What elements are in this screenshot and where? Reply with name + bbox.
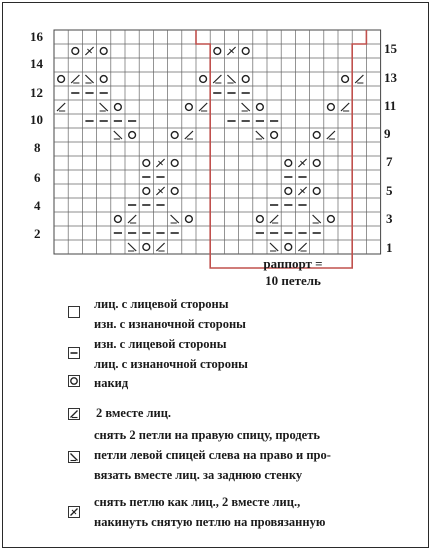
k2tog-icon — [68, 408, 80, 420]
legend-ssk-line-3: вязать вместе лиц. за заднюю стенку — [94, 468, 303, 482]
rapport-line: 10 петель — [265, 273, 321, 288]
row-number: 5 — [386, 183, 393, 198]
yarn-over-icon — [68, 375, 80, 387]
row-number: 9 — [384, 126, 391, 141]
row-number: 6 — [34, 170, 41, 185]
row-number: 7 — [386, 154, 393, 169]
chart-grid — [54, 30, 381, 254]
legend-skp-line-2: накинуть снятую петлю на провязанную — [94, 515, 326, 529]
row-number: 8 — [34, 140, 41, 155]
legend-yo: накид — [94, 376, 129, 390]
row-number: 13 — [384, 70, 397, 85]
row-numbers-right — [384, 41, 398, 255]
ssk-icon — [68, 451, 80, 463]
legend-skp-line-1: снять петлю как лиц., 2 вместе лиц., — [94, 495, 301, 509]
dash-square-icon — [68, 347, 80, 359]
row-number: 14 — [30, 56, 43, 71]
row-number: 15 — [384, 41, 397, 56]
skp-icon — [68, 506, 80, 518]
row-number: 1 — [386, 240, 393, 255]
legend-k2tog: 2 вместе лиц. — [96, 406, 172, 420]
row-number: 16 — [30, 29, 43, 44]
row-number: 2 — [34, 226, 41, 241]
rapport-label — [248, 255, 338, 289]
legend-ssk-line-1: снять 2 петли на правую спицу, продеть — [94, 428, 320, 442]
legend-face-line-2: изн. с изнаночной стороны — [94, 317, 246, 331]
row-number: 11 — [384, 98, 397, 113]
empty-square-icon — [68, 306, 80, 318]
legend-purl-line-1: изн. с лицевой стороны — [94, 337, 227, 351]
row-number: 12 — [30, 85, 43, 100]
legend-ssk-line-2: петли левой спицей слева на право и про- — [94, 448, 331, 462]
rapport-line: раппорт = — [263, 256, 323, 271]
legend-face-line-1: лиц. с лицевой стороны — [94, 297, 229, 311]
row-number: 4 — [34, 198, 41, 213]
row-number: 10 — [30, 112, 43, 127]
row-number: 3 — [386, 211, 393, 226]
legend-purl-line-2: лиц. с изнаночной стороны — [94, 357, 248, 371]
row-numbers-left — [30, 29, 44, 241]
